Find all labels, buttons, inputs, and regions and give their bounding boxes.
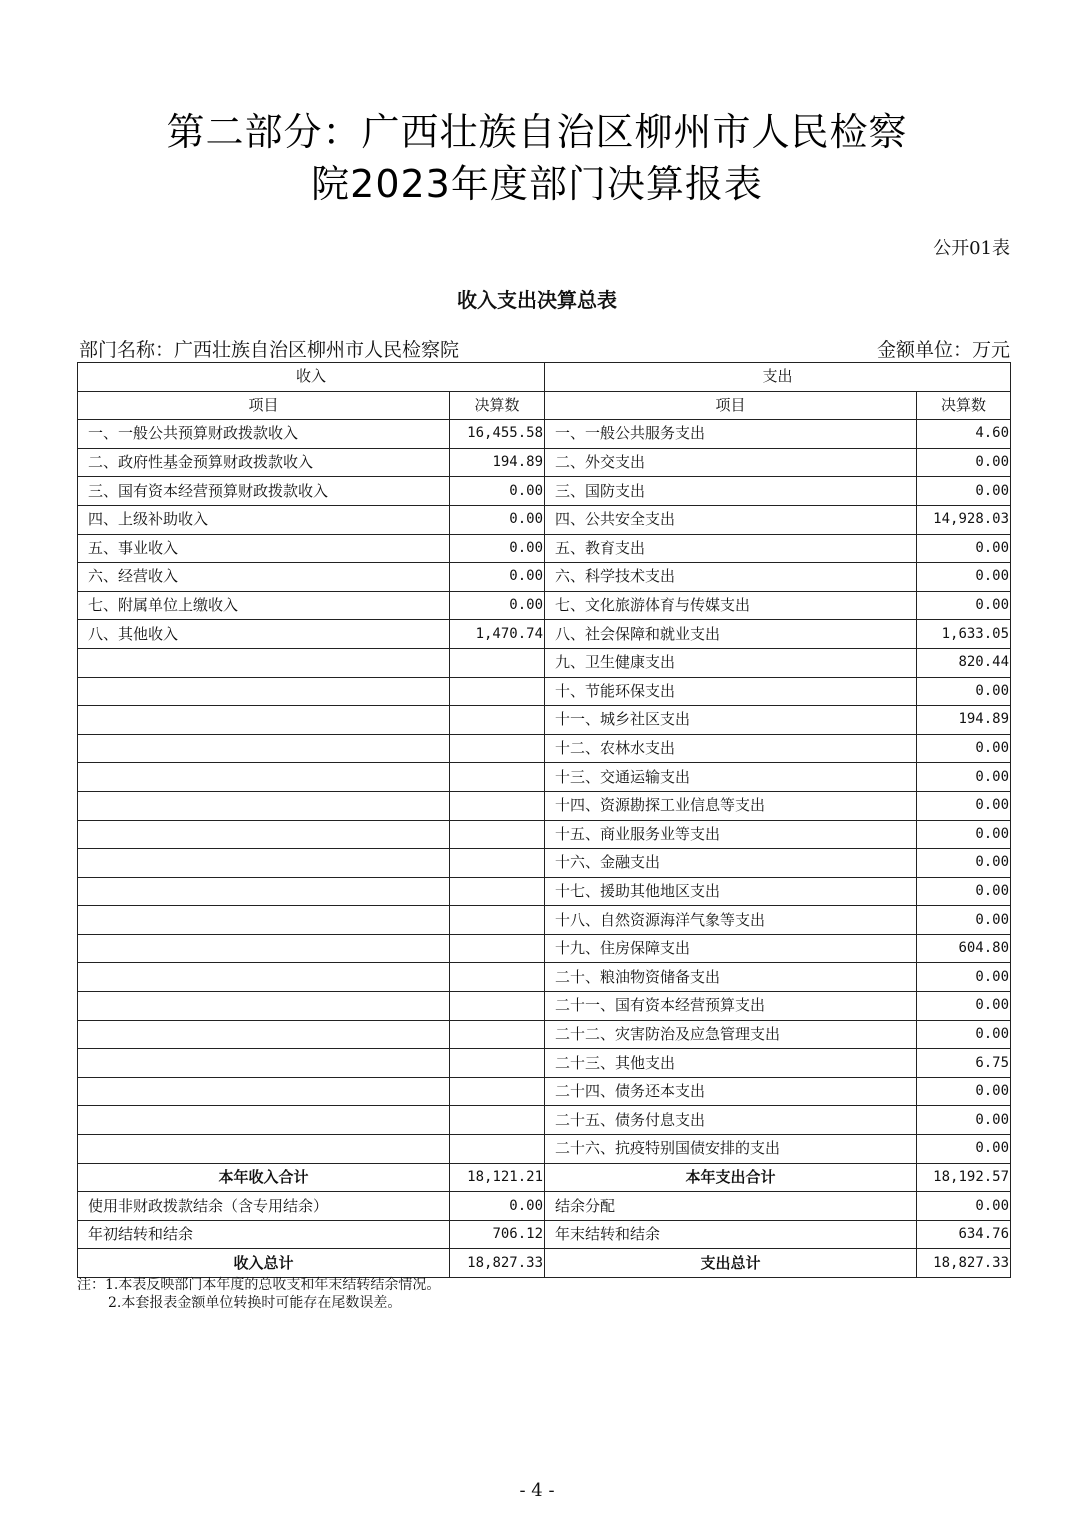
note-1: 注：1.本表反映部门本年度的总收支和年末结转结余情况。	[77, 1277, 441, 1293]
income-item: 四、上级补助收入	[78, 505, 450, 534]
expense-amount: 6.75	[917, 1049, 1011, 1078]
table-row	[78, 448, 1011, 477]
expense-item: 三、国防支出	[545, 477, 917, 506]
expense-item: 二、外交支出	[545, 448, 917, 477]
expense-item: 十九、住房保障支出	[545, 934, 917, 963]
income-item	[78, 849, 450, 878]
expense-amount: 0.00	[917, 563, 1011, 592]
income-amount	[450, 648, 545, 677]
expense-item: 十三、交通运输支出	[545, 763, 917, 792]
income-amount: 0.00	[450, 563, 545, 592]
end-balance-amount: 634.76	[917, 1220, 1011, 1249]
nonfiscal-amount: 0.00	[450, 1192, 545, 1221]
expense-item: 一、一般公共服务支出	[545, 420, 917, 449]
expense-amount: 0.00	[917, 763, 1011, 792]
income-item	[78, 706, 450, 735]
table-row	[78, 763, 1011, 792]
expense-amount: 0.00	[917, 477, 1011, 506]
expense-amount: 0.00	[917, 534, 1011, 563]
income-header: 收入	[78, 363, 545, 392]
table-row	[78, 820, 1011, 849]
balance-row	[78, 1220, 1011, 1249]
income-item	[78, 1106, 450, 1135]
income-item	[78, 934, 450, 963]
expense-amount: 0.00	[917, 1077, 1011, 1106]
income-grand-label: 收入总计	[78, 1249, 450, 1278]
income-item	[78, 877, 450, 906]
end-balance-label: 年末结转和结余	[545, 1220, 917, 1249]
income-item	[78, 1077, 450, 1106]
income-amount: 0.00	[450, 477, 545, 506]
table-row	[78, 706, 1011, 735]
income-amount: 16,455.58	[450, 420, 545, 449]
grand-total-row	[78, 1249, 1011, 1278]
table-code: 公开01表	[933, 238, 1010, 259]
nonfiscal-row	[78, 1192, 1011, 1221]
table-row	[78, 849, 1011, 878]
expense-item: 二十三、其他支出	[545, 1049, 917, 1078]
income-amount	[450, 992, 545, 1021]
table-row	[78, 934, 1011, 963]
income-amount	[450, 849, 545, 878]
table-row	[78, 620, 1011, 649]
expense-item: 九、卫生健康支出	[545, 648, 917, 677]
table-row	[78, 1020, 1011, 1049]
income-amount: 194.89	[450, 448, 545, 477]
table-row	[78, 505, 1011, 534]
income-amount	[450, 820, 545, 849]
expense-grand-total: 18,827.33	[917, 1249, 1011, 1278]
income-item	[78, 1135, 450, 1164]
expense-amount: 0.00	[917, 1135, 1011, 1164]
expense-amount: 820.44	[917, 648, 1011, 677]
income-expense-table	[77, 362, 1011, 1278]
expense-item: 十六、金融支出	[545, 849, 917, 878]
table-row	[78, 534, 1011, 563]
income-amount	[450, 1020, 545, 1049]
page-number: - 4 -	[519, 1480, 555, 1501]
note-2: 2.本套报表金额单位转换时可能存在尾数误差。	[108, 1295, 402, 1311]
table-row	[78, 677, 1011, 706]
expense-item-header: 项目	[545, 391, 917, 420]
expense-item: 二十二、灾害防治及应急管理支出	[545, 1020, 917, 1049]
income-item	[78, 992, 450, 1021]
table-row	[78, 648, 1011, 677]
table-row	[78, 906, 1011, 935]
income-amount	[450, 877, 545, 906]
expense-amount: 1,633.05	[917, 620, 1011, 649]
expense-amount: 4.60	[917, 420, 1011, 449]
income-item	[78, 734, 450, 763]
table-row	[78, 477, 1011, 506]
expense-amount: 0.00	[917, 1020, 1011, 1049]
income-amount	[450, 763, 545, 792]
income-amount: 0.00	[450, 591, 545, 620]
expense-item: 十四、资源勘探工业信息等支出	[545, 791, 917, 820]
surplus-dist-amount: 0.00	[917, 1192, 1011, 1221]
income-amount: 1,470.74	[450, 620, 545, 649]
expense-item: 二十四、债务还本支出	[545, 1077, 917, 1106]
expense-item: 十七、援助其他地区支出	[545, 877, 917, 906]
income-amount	[450, 1106, 545, 1135]
begin-balance-amount: 706.12	[450, 1220, 545, 1249]
expense-item: 二十五、债务付息支出	[545, 1106, 917, 1135]
nonfiscal-label: 使用非财政拨款结余（含专用结余）	[78, 1192, 450, 1221]
expense-item: 二十、粮油物资储备支出	[545, 963, 917, 992]
table-row	[78, 1077, 1011, 1106]
table-row	[78, 1106, 1011, 1135]
expense-amount: 0.00	[917, 448, 1011, 477]
expense-amount: 0.00	[917, 1106, 1011, 1135]
income-amount-header: 决算数	[450, 391, 545, 420]
income-item	[78, 963, 450, 992]
income-amount	[450, 706, 545, 735]
year-expense-total: 18,192.57	[917, 1163, 1011, 1192]
table-row	[78, 1135, 1011, 1164]
table-row	[78, 1049, 1011, 1078]
table-row	[78, 992, 1011, 1021]
expense-amount: 0.00	[917, 820, 1011, 849]
income-amount	[450, 791, 545, 820]
expense-item: 十、节能环保支出	[545, 677, 917, 706]
table-row	[78, 563, 1011, 592]
table-row	[78, 591, 1011, 620]
expense-header: 支出	[545, 363, 1011, 392]
expense-amount: 0.00	[917, 677, 1011, 706]
expense-grand-label: 支出总计	[545, 1249, 917, 1278]
income-item	[78, 1020, 450, 1049]
income-amount	[450, 1077, 545, 1106]
table-header-row	[78, 391, 1011, 420]
income-item: 三、国有资本经营预算财政拨款收入	[78, 477, 450, 506]
expense-amount: 0.00	[917, 849, 1011, 878]
expense-item: 十八、自然资源海洋气象等支出	[545, 906, 917, 935]
title-line-2: 院2023年度部门决算报表	[311, 162, 763, 206]
income-item	[78, 763, 450, 792]
income-item: 二、政府性基金预算财政拨款收入	[78, 448, 450, 477]
table-row	[78, 877, 1011, 906]
table-row	[78, 791, 1011, 820]
table-notes	[77, 1276, 440, 1312]
expense-item: 七、文化旅游体育与传媒支出	[545, 591, 917, 620]
income-amount	[450, 934, 545, 963]
income-amount	[450, 677, 545, 706]
expense-item: 四、公共安全支出	[545, 505, 917, 534]
income-item	[78, 906, 450, 935]
table-row	[78, 420, 1011, 449]
expense-item: 二十一、国有资本经营预算支出	[545, 992, 917, 1021]
expense-item: 八、社会保障和就业支出	[545, 620, 917, 649]
expense-amount: 0.00	[917, 877, 1011, 906]
expense-amount: 0.00	[917, 906, 1011, 935]
income-item: 六、经营收入	[78, 563, 450, 592]
amount-unit: 金额单位：万元	[876, 339, 1010, 361]
expense-item: 五、教育支出	[545, 534, 917, 563]
table-row	[78, 963, 1011, 992]
income-amount: 0.00	[450, 534, 545, 563]
income-item-header: 项目	[78, 391, 450, 420]
income-item: 一、一般公共预算财政拨款收入	[78, 420, 450, 449]
income-item	[78, 677, 450, 706]
year-total-row	[78, 1163, 1011, 1192]
title-line-1: 第二部分：广西壮族自治区柳州市人民检察	[166, 110, 908, 154]
expense-item: 十五、商业服务业等支出	[545, 820, 917, 849]
income-grand-total: 18,827.33	[450, 1249, 545, 1278]
income-amount	[450, 734, 545, 763]
year-income-total-label: 本年收入合计	[78, 1163, 450, 1192]
expense-amount: 0.00	[917, 963, 1011, 992]
income-item: 七、附属单位上缴收入	[78, 591, 450, 620]
expense-amount: 14,928.03	[917, 505, 1011, 534]
income-amount	[450, 963, 545, 992]
income-item: 八、其他收入	[78, 620, 450, 649]
income-amount: 0.00	[450, 505, 545, 534]
income-amount	[450, 1049, 545, 1078]
income-amount	[450, 906, 545, 935]
surplus-dist-label: 结余分配	[545, 1192, 917, 1221]
table-subtitle: 收入支出决算总表	[457, 288, 617, 312]
year-income-total: 18,121.21	[450, 1163, 545, 1192]
year-expense-total-label: 本年支出合计	[545, 1163, 917, 1192]
expense-amount: 194.89	[917, 706, 1011, 735]
expense-amount: 0.00	[917, 992, 1011, 1021]
expense-item: 六、科学技术支出	[545, 563, 917, 592]
income-item: 五、事业收入	[78, 534, 450, 563]
income-item	[78, 791, 450, 820]
expense-amount-header: 决算数	[917, 391, 1011, 420]
page-title	[0, 106, 1074, 210]
expense-item: 二十六、抗疫特别国债安排的支出	[545, 1135, 917, 1164]
expense-item: 十一、城乡社区支出	[545, 706, 917, 735]
income-item	[78, 1049, 450, 1078]
income-amount	[450, 1135, 545, 1164]
table-row	[78, 734, 1011, 763]
department-name: 部门名称：广西壮族自治区柳州市人民检察院	[79, 339, 460, 361]
expense-amount: 0.00	[917, 791, 1011, 820]
income-item	[78, 648, 450, 677]
table-header-group-row	[78, 363, 1011, 392]
expense-item: 十二、农林水支出	[545, 734, 917, 763]
expense-amount: 0.00	[917, 734, 1011, 763]
expense-amount: 604.80	[917, 934, 1011, 963]
income-item	[78, 820, 450, 849]
expense-amount: 0.00	[917, 591, 1011, 620]
begin-balance-label: 年初结转和结余	[78, 1220, 450, 1249]
